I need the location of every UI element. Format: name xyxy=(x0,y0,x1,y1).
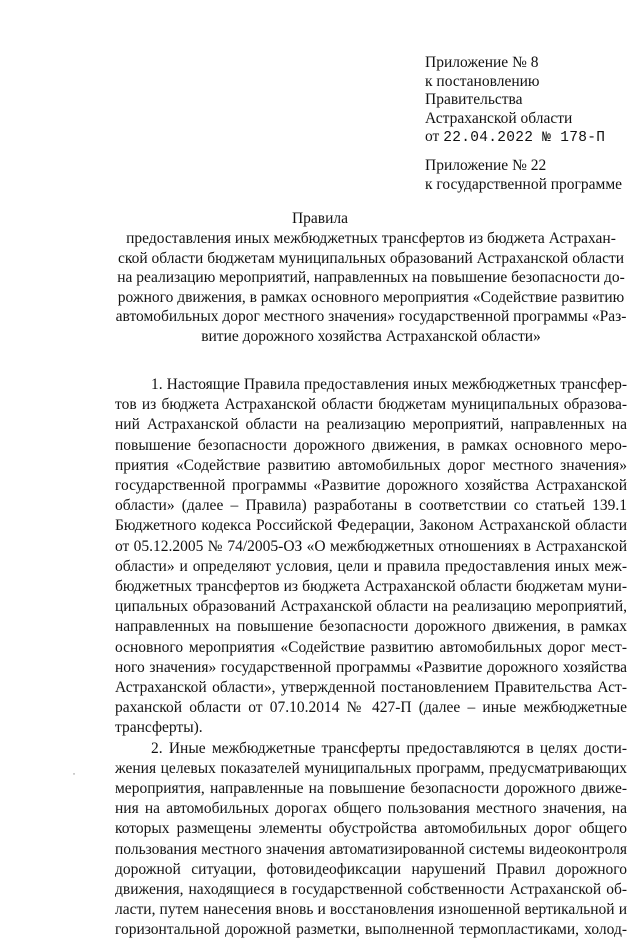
approval-stamp xyxy=(425,54,635,148)
paragraph-line: тов из бюджета Астраханской области бюджетам муниципальных образова- xyxy=(115,396,627,414)
paragraph-line: пользования местного значения автоматизированной системы видеоконтроля xyxy=(115,840,627,858)
document-subtitle xyxy=(115,229,627,346)
subtitle-line: рожного движения, в рамках основного мероприятия «Содействие развитию xyxy=(117,288,625,306)
paragraph-line: ципальных образований Астраханской области на реализацию мероприятий, xyxy=(115,598,627,616)
paragraph-line: области» и определяют условия, цели и правила предоставления иных меж- xyxy=(115,557,627,575)
paragraph-line: ласти, путем нанесения вновь и восстановления изношенной вертикальной и xyxy=(115,901,627,919)
paragraph-line: основного мероприятия «Содействие развитию автомобильных дорог мест- xyxy=(115,638,627,656)
subtitle-line: предоставления иных межбюджетных трансфертов из бюджета Астрахан- xyxy=(126,230,616,247)
paragraph-line: 1. Настоящие Правила предоставления иных межбюджетных трансфер- xyxy=(151,376,627,393)
paragraph-line: области» (далее – Правила) разработаны в соответствии со статьей 139.1 xyxy=(115,497,627,515)
subtitle-line: витие дорожного хозяйства Астраханской области» xyxy=(201,327,541,345)
paragraph-line: горизонтальной дорожной разметки, выполненной термопластиками, холод- xyxy=(115,921,627,939)
date-prefix: от xyxy=(425,128,440,145)
paragraph-line: 2. Иные межбюджетные трансферты предоставляются в целях дости- xyxy=(151,739,627,757)
paragraph-line: направленных на повышение безопасности дорожного движения, в рамках xyxy=(115,618,627,636)
resolution-date-number: 22.04.2022 № 178-П xyxy=(443,130,606,146)
paragraph-line: ний Астраханской области на реализацию мероприятий, направленных на xyxy=(115,416,627,434)
approval-line-appendix: Приложение № 8 xyxy=(425,54,539,71)
paragraph-2 xyxy=(115,739,627,941)
subtitle-line: автомобильных дорог местного значения» государственной программы «Раз- xyxy=(115,308,627,325)
paragraph-line: государственной программы «Развитие дорожного хозяйства Астраханской xyxy=(115,477,627,495)
subtitle-line: на реализацию мероприятий, направленных на повышение безопасности до- xyxy=(117,269,625,286)
paragraph-line: жения целевых показателей муниципальных программ, предусматривающих xyxy=(115,759,627,777)
approval-date-line xyxy=(425,128,635,148)
paragraph-line: движения, находящиеся в государственной собственности Астраханской об- xyxy=(115,881,627,899)
document-title: Правила xyxy=(291,210,349,227)
paragraph-1 xyxy=(115,375,627,739)
subtitle-line: ской области бюджетам муниципальных образований Астраханской области xyxy=(117,249,625,267)
approval-line-resolution: к постановлению xyxy=(425,72,540,90)
margin-mark: ˙ xyxy=(72,770,76,784)
approval-line-region: Астраханской области xyxy=(425,109,573,127)
paragraph-line: дорожной ситуации, фотовидеофиксации нарушений Правил дорожного xyxy=(115,860,627,878)
annex-line-program: к государственной программе xyxy=(425,175,623,193)
annex-line-appendix: Приложение № 22 xyxy=(425,157,547,174)
paragraph-line: трансферты). xyxy=(115,719,203,737)
paragraph-line: от 05.12.2005 № 74/2005-ОЗ «О межбюджетных отношениях в Астраханской xyxy=(115,537,627,555)
approval-line-government: Правительства xyxy=(425,91,523,108)
document-body xyxy=(115,375,627,941)
paragraph-line: Бюджетного кодекса Российской Федерации, Законом Астраханской области xyxy=(115,517,627,535)
paragraph-line: мероприятия, направленные на повышение безопасности дорожного движе- xyxy=(115,780,627,798)
paragraph-line: приятия «Содействие развитию автомобильных дорог местного значения» xyxy=(115,456,627,474)
paragraph-line: Астраханской области», утвержденной постановлением Правительства Аст- xyxy=(115,679,627,697)
paragraph-line: ния на автомобильных дорогах общего пользования местного значения, на xyxy=(115,800,627,818)
paragraph-line: раханской области от 07.10.2014 № 427-П (далее – иные межбюджетные xyxy=(115,699,627,717)
paragraph-line: бюджетных трансфертов из бюджета Астраханской области бюджетам муни- xyxy=(115,578,627,596)
paragraph-line: повышение безопасности дорожного движения, в рамках основного меро- xyxy=(115,436,627,454)
annex-reference xyxy=(425,157,635,194)
paragraph-line: ного значения» государственной программы «Развитие дорожного хозяйства xyxy=(115,658,627,676)
paragraph-line: которых размещены элементы обустройства автомобильных дорог общего xyxy=(115,820,627,838)
